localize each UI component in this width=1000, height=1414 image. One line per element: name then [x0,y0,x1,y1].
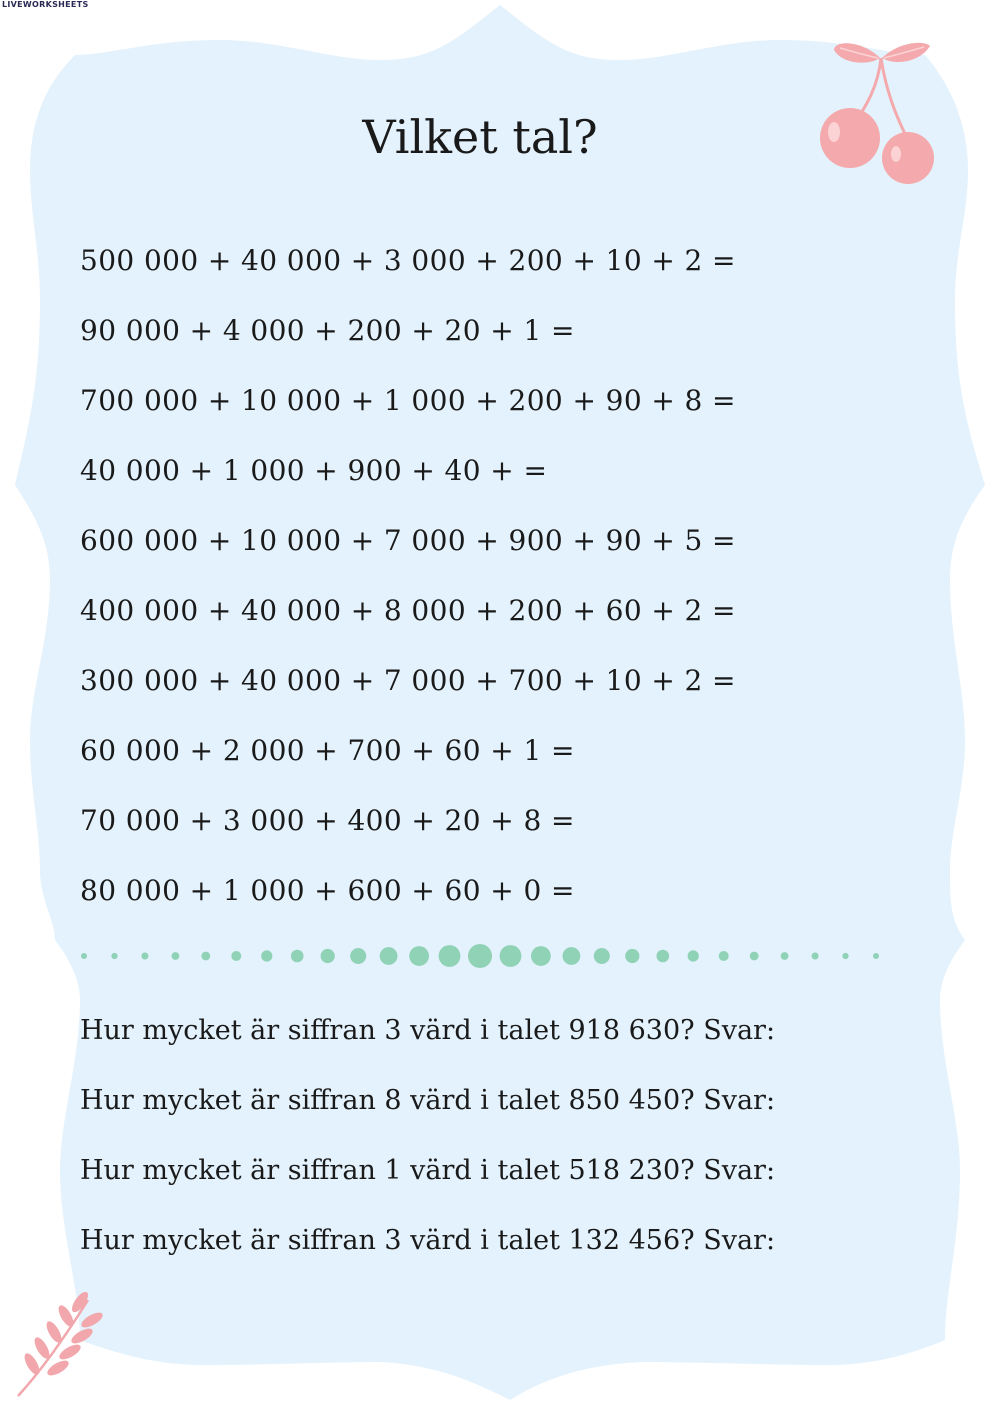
equation-1: 500 000 + 40 000 + 3 000 + 200 + 10 + 2 = [80,244,736,277]
cherry-icon [812,36,942,188]
equation-4: 40 000 + 1 000 + 900 + 40 + = [80,454,548,487]
divider-dot [781,952,789,960]
divider-dot [842,953,848,959]
divider-dot [531,946,551,966]
question-3: Hur mycket är siffran 1 värd i talet 518 230? Svar: [80,1155,776,1186]
equation-10: 80 000 + 1 000 + 600 + 60 + 0 = [80,874,575,907]
divider-dot [688,950,699,961]
equation-7: 300 000 + 40 000 + 7 000 + 700 + 10 + 2 = [80,664,736,697]
dotted-divider [60,935,900,977]
divider-dot [291,950,304,963]
divider-dot [141,953,148,960]
divider-dot [201,952,210,961]
page-title: Vilket tal? [362,110,598,164]
leaf-branch-icon [10,1292,114,1400]
divider-dot [409,946,429,966]
divider-dot [380,947,398,965]
brand-logo-text: LIVEWORKSHEETS [2,0,89,9]
divider-dot [439,945,461,967]
divider-dot [231,951,241,961]
divider-dot [594,948,610,964]
divider-dot [111,953,117,959]
divider-dot [81,953,87,959]
divider-dot [812,953,819,960]
divider-dot [261,950,272,961]
divider-dot [873,953,879,959]
equation-2: 90 000 + 4 000 + 200 + 20 + 1 = [80,314,575,347]
divider-dot [321,949,335,963]
equation-6: 400 000 + 40 000 + 8 000 + 200 + 60 + 2 = [80,594,736,627]
divider-dot [500,945,522,967]
question-4: Hur mycket är siffran 3 värd i talet 132 456? Svar: [80,1225,776,1256]
divider-dot [468,944,492,968]
divider-dot [625,949,639,963]
equation-5: 600 000 + 10 000 + 7 000 + 900 + 90 + 5 = [80,524,736,557]
divider-dot [563,947,581,965]
divider-dot [350,948,366,964]
equation-9: 70 000 + 3 000 + 400 + 20 + 8 = [80,804,575,837]
equation-8: 60 000 + 2 000 + 700 + 60 + 1 = [80,734,575,767]
divider-dot [657,950,670,963]
question-1: Hur mycket är siffran 3 värd i talet 918 630? Svar: [80,1015,776,1046]
divider-dot [750,952,759,961]
divider-dot [172,952,180,960]
divider-dot [719,951,729,961]
question-2: Hur mycket är siffran 8 värd i talet 850 450? Svar: [80,1085,776,1116]
equation-3: 700 000 + 10 000 + 1 000 + 200 + 90 + 8 = [80,384,736,417]
